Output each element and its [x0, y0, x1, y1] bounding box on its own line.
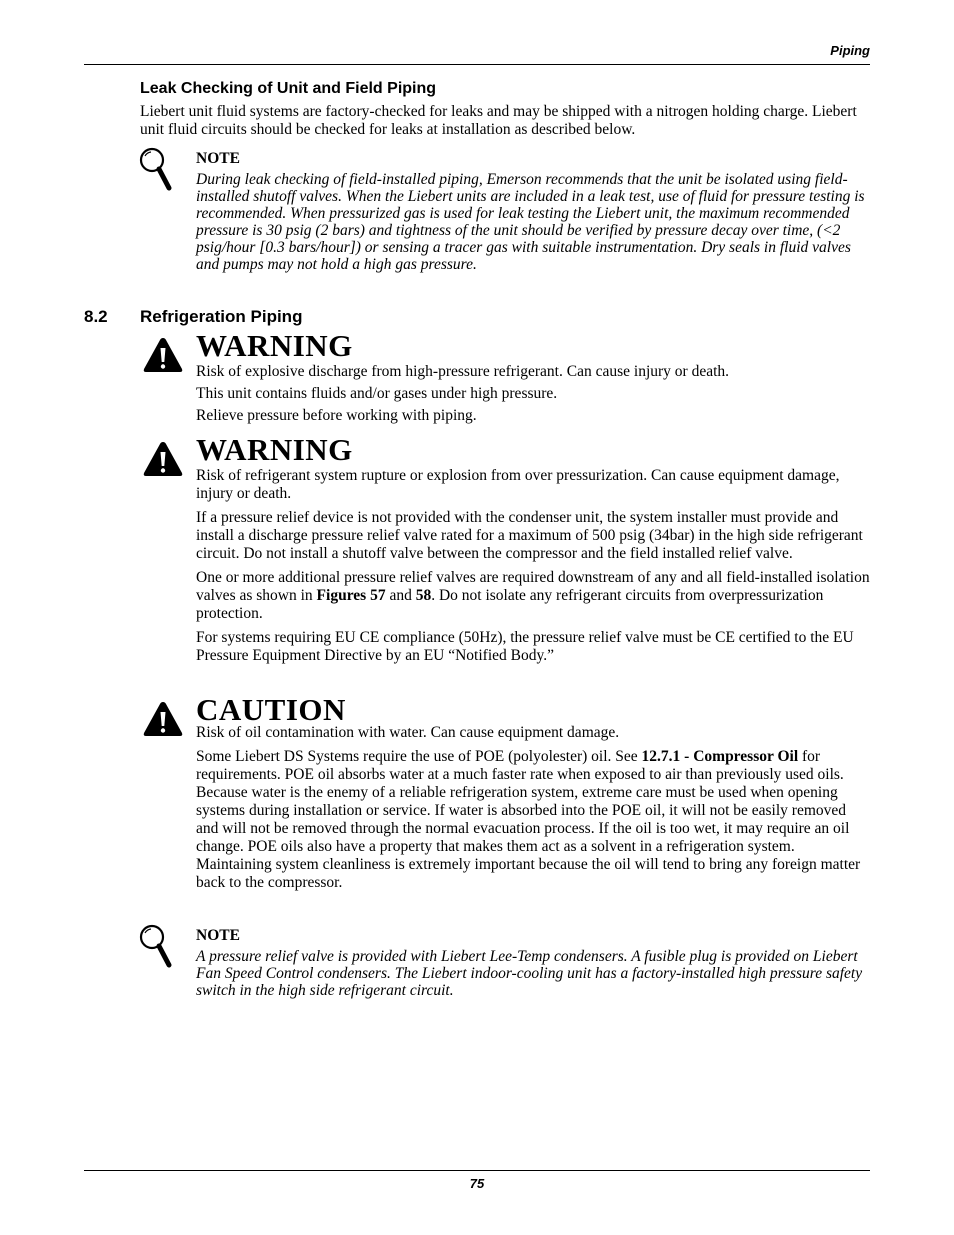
warning-paragraph: This unit contains fluids and/or gases under high pressure.: [196, 385, 558, 402]
paragraph-text: One or more additional pressure relief valves are required downstream of any and all field-installed isolation valves as shown in: [196, 569, 870, 604]
caution-paragraph: Risk of oil contamination with water. Can cause equipment damage.: [196, 724, 620, 741]
section-title: Refrigeration Piping: [140, 307, 303, 326]
footer-rule: [84, 1170, 870, 1171]
warning-paragraph: Risk of explosive discharge from high-pressure refrigerant. Can cause injury or death.: [196, 363, 730, 380]
caution-body: [196, 724, 870, 898]
caution-triangle-icon: [142, 700, 184, 738]
caution-paragraph: [196, 748, 870, 892]
page-number: 75: [469, 1176, 485, 1191]
warning-paragraph: Relieve pressure before working with piping.: [196, 407, 477, 424]
warning-paragraph: [196, 569, 870, 623]
warning-triangle-icon: [142, 336, 184, 374]
note-label: NOTE: [196, 927, 240, 944]
magnifier-icon: [138, 923, 172, 969]
note-label: NOTE: [196, 150, 240, 167]
warning-body: [196, 467, 870, 671]
note-text: A pressure relief valve is provided with Liebert Lee-Temp condensers. A fusible plug is provided on Liebert Fan Speed Control condensers. The Liebert indoor-cooling unit has a factory-installed high pressure safety switch in the high side refrigerant circuit.: [196, 948, 863, 999]
magnifier-icon: [138, 146, 172, 192]
header-rule: [84, 64, 870, 65]
leak-check-heading: Leak Checking of Unit and Field Piping: [140, 80, 437, 97]
warning-paragraph: Risk of refrigerant system rupture or explosion from over pressurization. Can cause equipment damage, injury or death.: [196, 467, 840, 502]
section-number: 8.2: [84, 307, 108, 326]
figure-reference: Figures 57: [316, 587, 386, 604]
paragraph-text: and: [385, 587, 416, 604]
warning-body: [196, 363, 870, 431]
running-header: Piping: [830, 43, 870, 58]
warning-title: WARNING: [196, 328, 353, 363]
section-reference: 12.7.1 - Compressor Oil: [641, 748, 799, 765]
figure-reference: 58: [415, 587, 432, 604]
paragraph-text: . Do not isolate any refrigerant circuits from overpressurization protection.: [196, 587, 824, 622]
warning-paragraph: For systems requiring EU CE compliance (50Hz), the pressure relief valve must be CE certified to the EU Pressure Equipment Directive by an EU “Notified Body.”: [196, 629, 854, 664]
warning-title: WARNING: [196, 432, 353, 467]
paragraph-text: Some Liebert DS Systems require the use of POE (polyolester) oil. See: [196, 748, 642, 765]
warning-paragraph: If a pressure relief device is not provided with the condenser unit, the system installer must provide and install a discharge pressure relief valve rated for a maximum of 500 psig (34bar) in the high side refrigerant circuit. Do not install a shutoff valve between the compressor and the field installed relief valve.: [196, 509, 863, 562]
warning-triangle-icon: [142, 440, 184, 478]
note-text: During leak checking of field-installed piping, Emerson recommends that the unit be isolated using field-installed shutoff valves. When the Liebert units are included in a leak test, use of fluid for pressure testing is recommended. When pressurized gas is used for leak testing the Liebert unit, the maximum recommended pressure is 30 psig (2 bars) and tightness of the unit should be verified by pressure decay over time, (<2 psig/hour [0.3 bars/hour]) or sensing a tracer gas with suitable instrumentation. Dry seals in fluid valves and pumps may not hold a high gas pressure.: [196, 171, 865, 273]
caution-title: CAUTION: [196, 692, 346, 727]
paragraph-text: for requirements. POE oil absorbs water at a much faster rate when exposed to air than previously used oils. Because water is the enemy of a reliable refrigeration system, extreme care must be used when opening systems during installation or service. If water is absorbed into the POE oil, it will not be easily removed and will not be removed through the normal evacuation process. If the oil is too wet, it may require an oil change. POE oils also have a property that makes them act as a solvent in a refrigeration system. Maintaining system cleanliness is extremely important because the oil will tend to bring any foreign matter back to the compressor.: [196, 748, 861, 891]
leak-check-intro: Liebert unit fluid systems are factory-checked for leaks and may be shipped with a nitrogen holding charge. Liebert unit fluid circuits should be checked for leaks at installation as described below.: [140, 103, 857, 138]
